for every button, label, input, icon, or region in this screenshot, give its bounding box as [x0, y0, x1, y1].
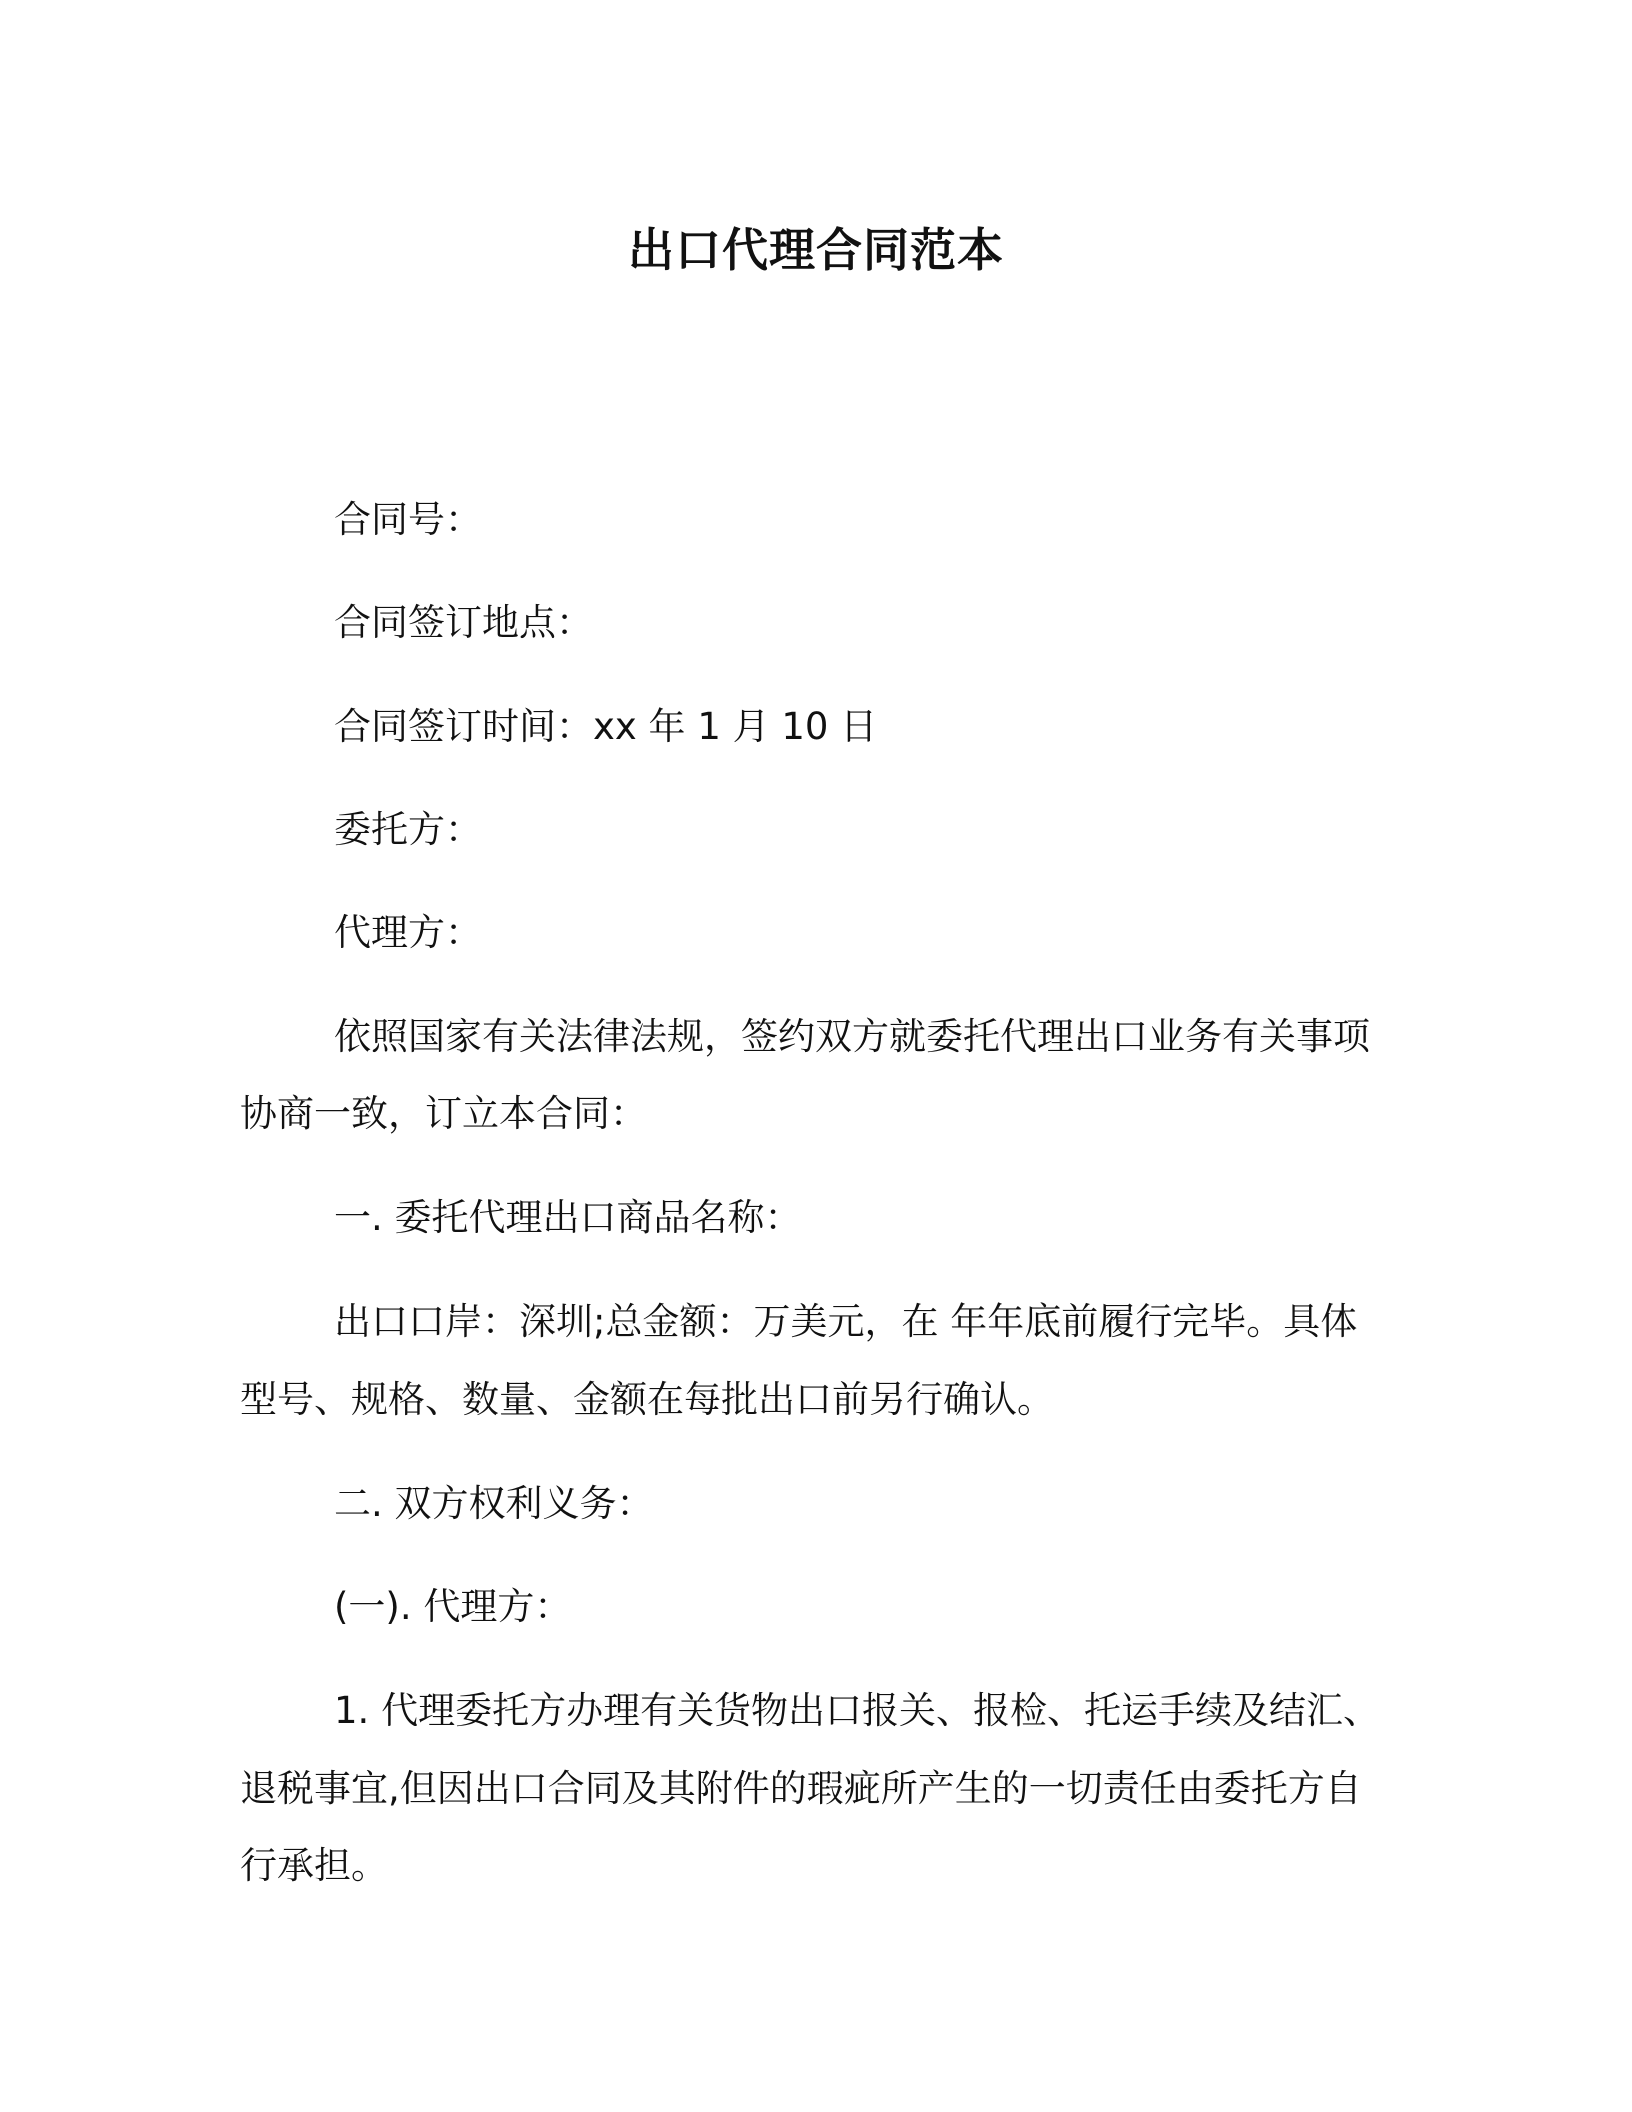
section-2-heading: 二. 双方权利义务： — [334, 1482, 654, 1525]
document-title: 出口代理合同范本 — [628, 223, 1004, 277]
sign-time-field: 合同签订时间：xx 年 1 月 10 日 — [334, 705, 878, 748]
contract-number-field: 合同号： — [334, 498, 482, 541]
agent-field: 代理方： — [334, 911, 482, 954]
sign-place-field: 合同签订地点： — [334, 601, 593, 644]
section-2-item-1-line-1: 1. 代理委托方办理有关货物出口报关、报检、托运手续及结汇、 — [334, 1689, 1381, 1732]
section-1-line-1: 出口口岸：深圳;总金额：万美元，在 年年底前履行完毕。具体 — [334, 1300, 1358, 1343]
preamble-line-1: 依照国家有关法律法规，签约双方就委托代理出口业务有关事项 — [334, 1015, 1370, 1058]
section-1-heading: 一. 委托代理出口商品名称： — [334, 1196, 802, 1239]
section-1-line-2: 型号、规格、数量、金额在每批出口前另行确认。 — [240, 1378, 1054, 1421]
principal-field: 委托方： — [334, 808, 482, 851]
preamble-line-2: 协商一致，订立本合同： — [240, 1092, 647, 1135]
section-2-item-1-line-3: 行承担。 — [240, 1844, 388, 1887]
section-2-item-1-line-2: 退税事宜,但因出口合同及其附件的瑕疵所产生的一切责任由委托方自 — [240, 1767, 1362, 1810]
section-2-sub-heading: (一). 代理方： — [334, 1585, 572, 1628]
